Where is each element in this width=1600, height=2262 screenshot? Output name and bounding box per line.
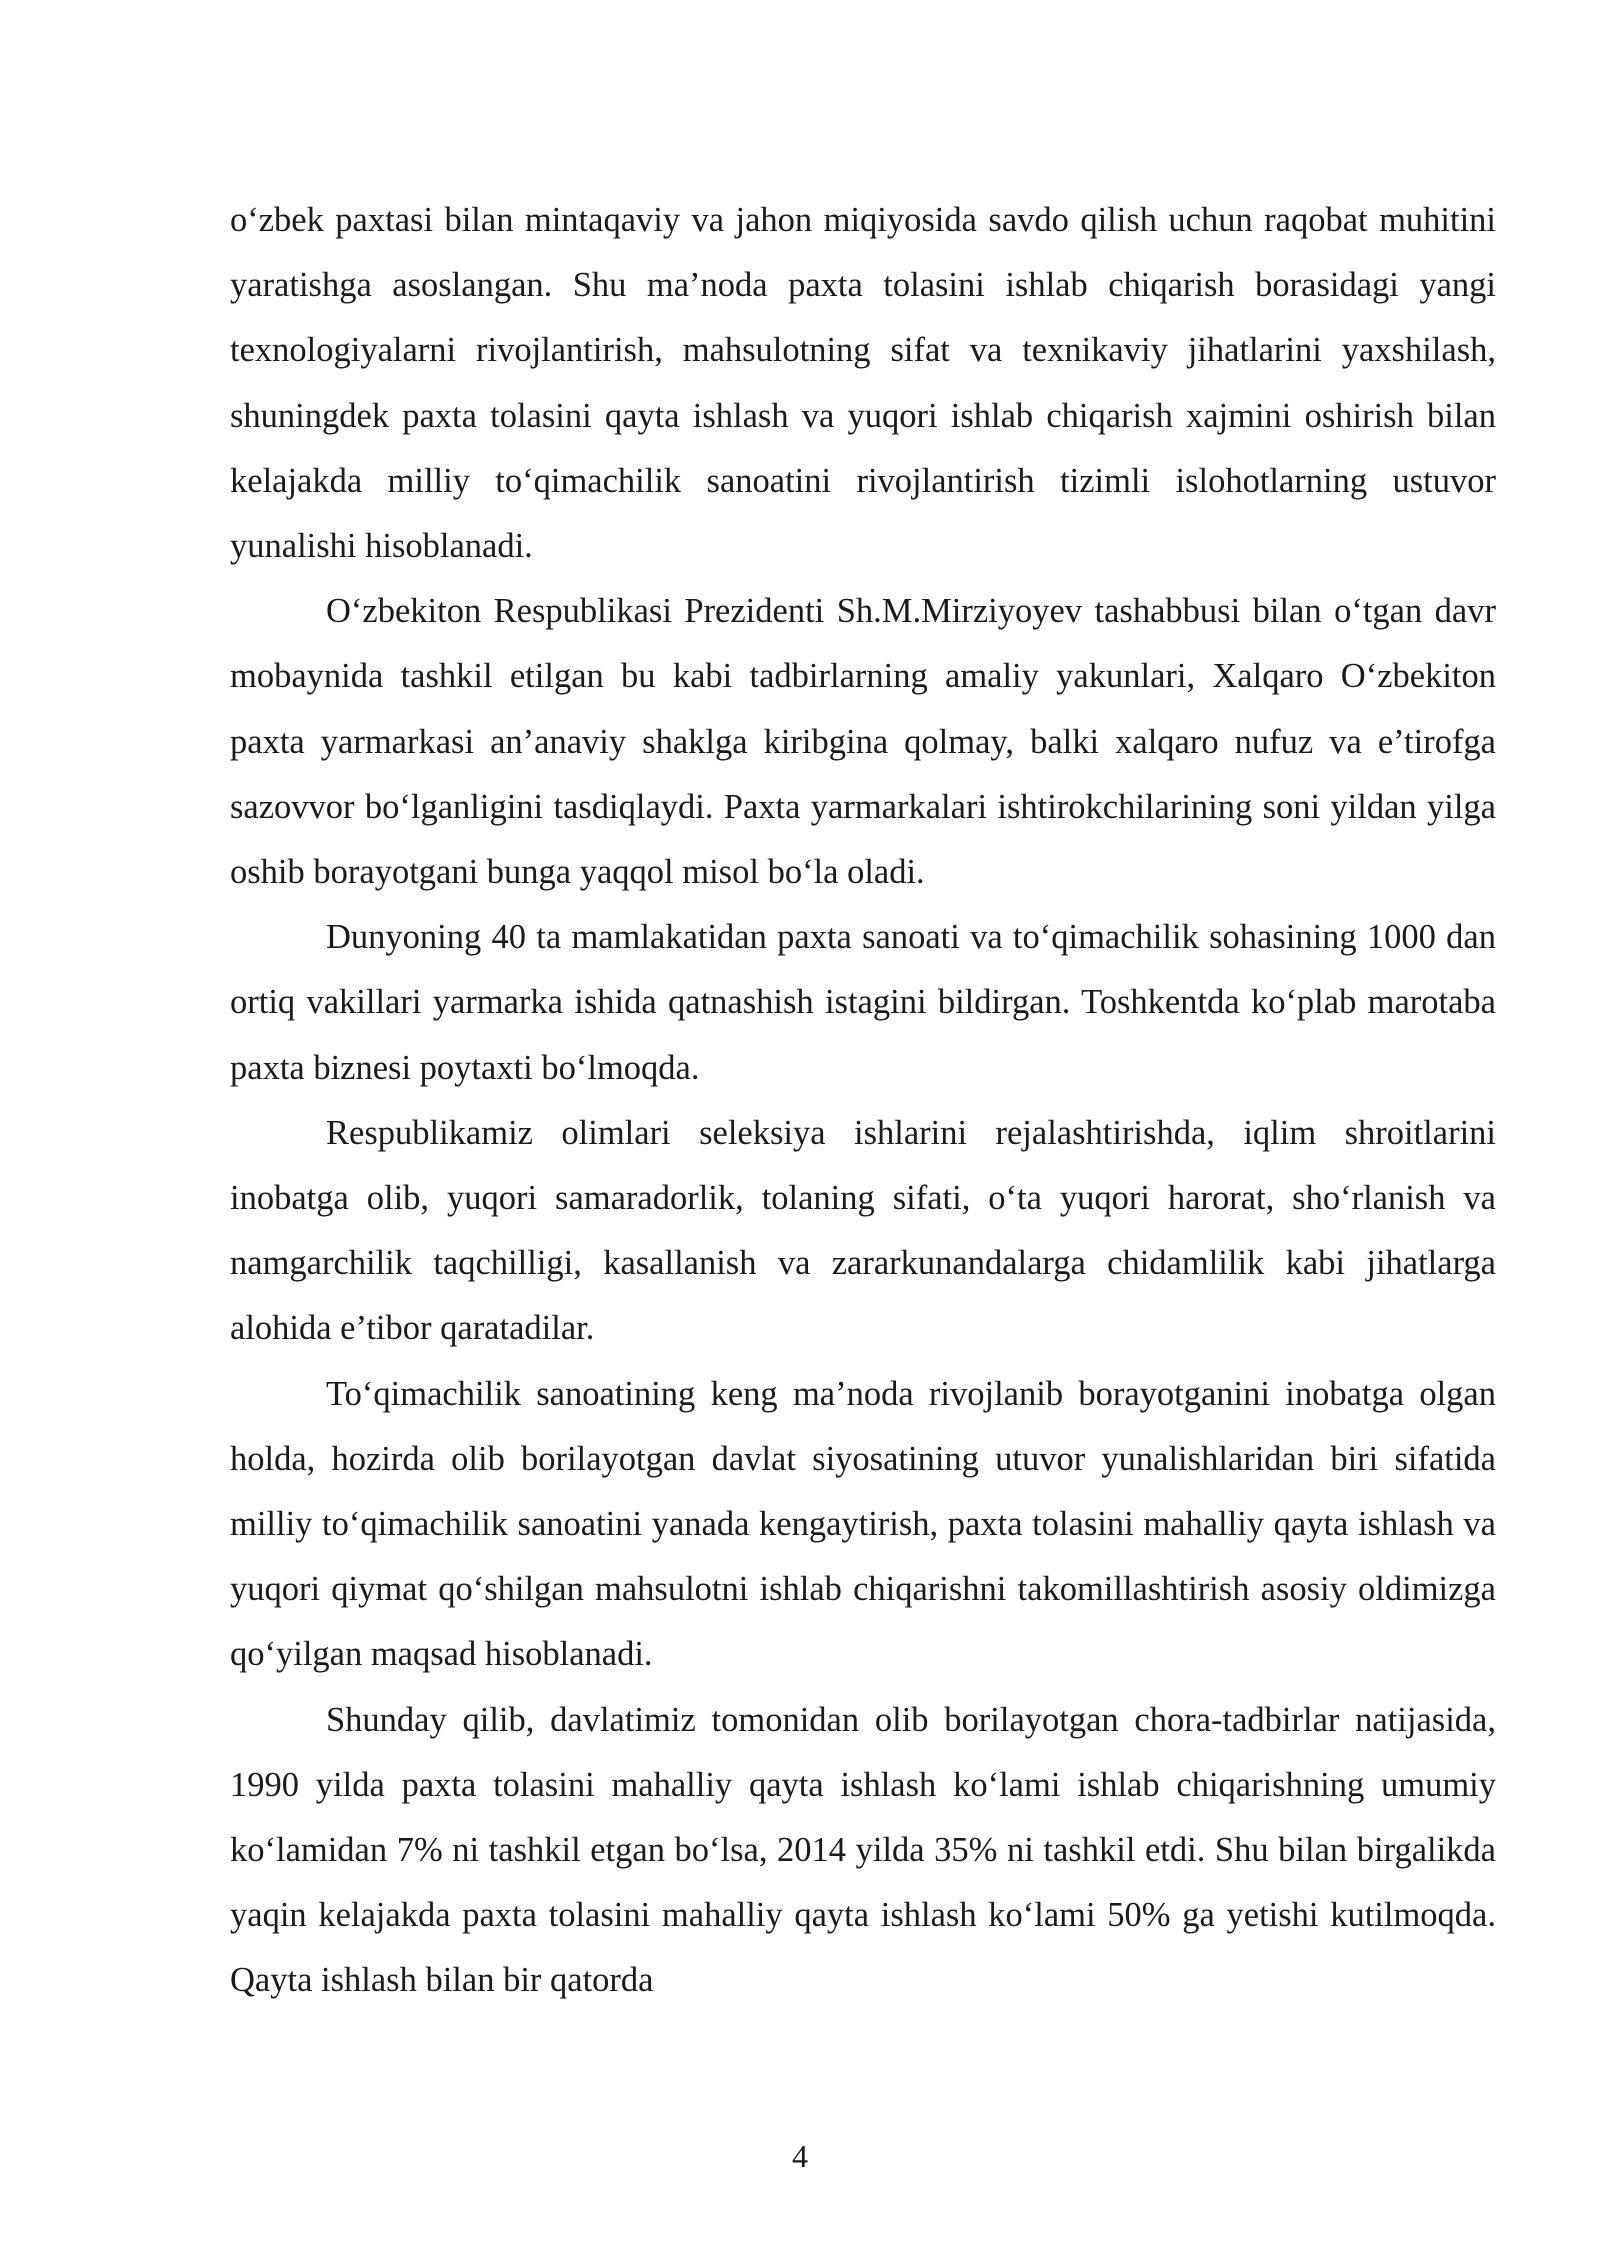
page-number: 4 bbox=[792, 2138, 808, 2174]
paragraph-2: O‘zbekiton Respublikasi Prezidenti Sh.M.Mirziyoyev tashabbusi bilan o‘tgan davr mobaynida tashkil etilgan bu kabi tadbirlarning amaliy yakunlari, Xalqaro O‘zbekiton paxta yarmarkasi an’anaviy shaklga kiribgina qolmay, balki xalqaro nufuz va e’tirofga sazovvor bo‘lganligini tasdiqlaydi. Paxta yarmarkalari ishtirokchilarining soni yildan yilga oshib borayotgani bunga yaqqol misol bo‘la oladi. bbox=[230, 592, 1496, 892]
paragraph-5: To‘qimachilik sanoatining keng ma’noda rivojlanib borayotganini inobatga olgan holda, hozirda olib borilayotgan davlat siyosatining utuvor yunalishlaridan biri sifatida milliy to‘qimachilik sanoatini yanada kengaytirish, paxta tolasini mahalliy qayta ishlash va yuqori qiymat qo‘shilgan mahsulotni ishlab chiqarishni takomillashtirish asosiy oldimizga qo‘yilgan maqsad hisoblanadi. bbox=[230, 1374, 1496, 1674]
paragraph-6: Shunday qilib, davlatimiz tomonidan olib borilayotgan chora-tadbirlar natijasida, 1990 yilda paxta tolasini mahalliy qayta ishlash ko‘lami ishlab chiqarishning umumiy ko‘lamidan 7% ni tashkil etgan bo‘lsa, 2014 yilda 35% ni tashkil etdi. Shu bilan birgalikda yaqin kelajakda paxta tolasini mahalliy qayta ishlash ko‘lami 50% ga yetishi kutilmoqda. Qayta ishlash bilan bir qatorda bbox=[230, 1700, 1496, 2000]
document-body bbox=[230, 188, 1496, 2014]
paragraph-3: Dunyoning 40 ta mamlakatidan paxta sanoati va to‘qimachilik sohasining 1000 dan ortiq vakillari yarmarka ishida qatnashish istagini bildirgan. Toshkentda ko‘plab marotaba paxta biznesi poytaxti bo‘lmoqda. bbox=[230, 918, 1496, 1087]
paragraph-4: Respublikamiz olimlari seleksiya ishlarini rejalashtirishda, iqlim shroitlarini inobatga olib, yuqori samaradorlik, tolaning sifati, o‘ta yuqori harorat, sho‘rlanish va namgarchilik taqchilligi, kasallanish va zararkunandalarga chidamlilik kabi jihatlarga alohida e’tibor qaratadilar. bbox=[230, 1113, 1496, 1348]
paragraph-1: o‘zbek paxtasi bilan mintaqaviy va jahon miqiyosida savdo qilish uchun raqobat muhitini yaratishga asoslangan. Shu ma’noda paxta tolasini ishlab chiqarish borasidagi yangi texnologiyalarni rivojlantirish, mahsulotning sifat va texnikaviy jihatlarini yaxshilash, shuningdek paxta tolasini qayta ishlash va yuqori ishlab chiqarish xajmini oshirish bilan kelajakda milliy to‘qimachilik sanoatini rivojlantirish tizimli islohotlarning ustuvor yunalishi hisoblanadi. bbox=[230, 201, 1496, 566]
